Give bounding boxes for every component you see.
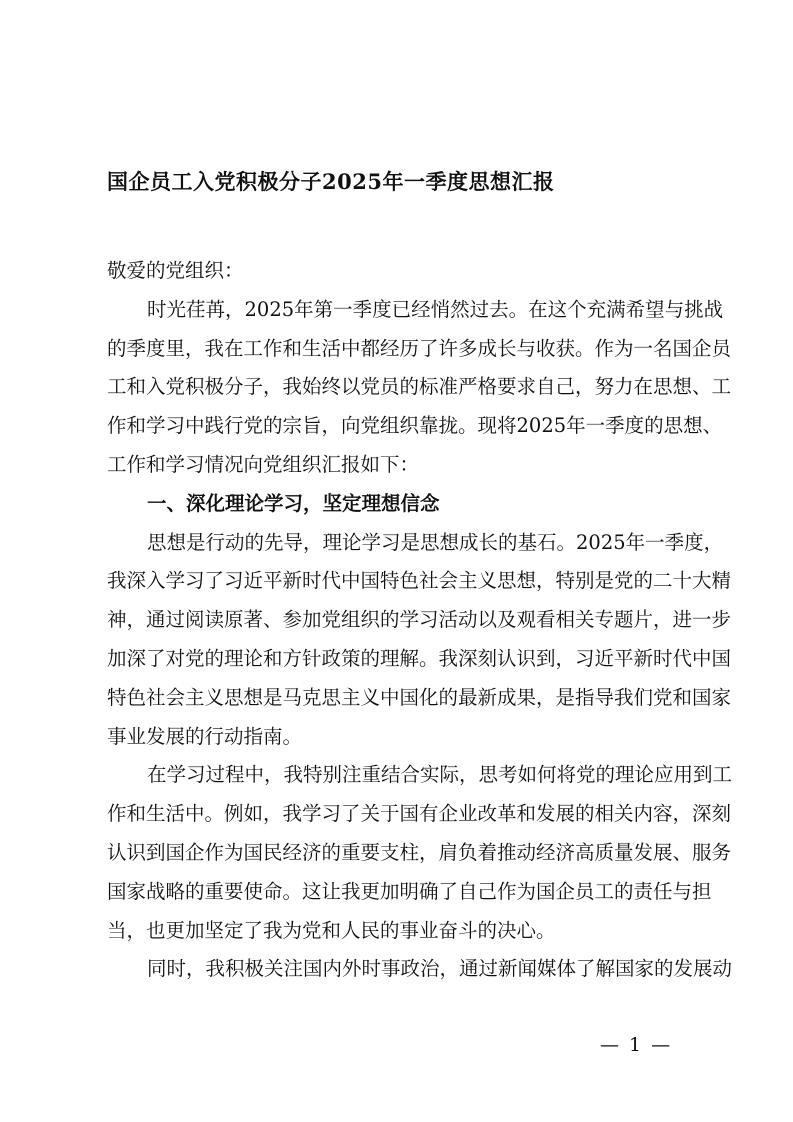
- paragraph: [107, 756, 733, 950]
- text-line: 特色社会主义思想是马克思主义中国化的最新成果，是指导我们党和国家: [107, 685, 732, 709]
- text-line: 工作和学习情况向党组织汇报如下：: [107, 452, 420, 476]
- salutation: 敬爱的党组织：: [107, 259, 244, 282]
- text-line: 思想是行动的先导，理论学习是思想成长的基石。2025年一季度，: [147, 530, 724, 554]
- text-line: 事业发展的行动指南。: [107, 724, 303, 748]
- text-line: 作和生活中。例如，我学习了关于国有企业改革和发展的相关内容，深刻: [107, 802, 732, 826]
- page-number: — 1 —: [600, 1034, 673, 1056]
- text-line: 当，也更加坚定了我为党和人民的事业奋斗的决心。: [107, 918, 556, 942]
- text-line: 时光荏苒，2025年第一季度已经悄然过去。在这个充满希望与挑战: [147, 297, 724, 321]
- document-title: 国企员工入党积极分子2025年一季度思想汇报: [107, 169, 555, 194]
- paragraphs: [107, 291, 733, 989]
- text-line: 国家战略的重要使命。这让我更加明确了自己作为国企员工的责任与担: [107, 879, 712, 903]
- text-line: 神，通过阅读原著、参加党组织的学习活动以及观看相关专题片，进一步: [107, 608, 732, 632]
- text-line: 同时，我积极关注国内外时事政治，通过新闻媒体了解国家的发展动: [147, 957, 733, 981]
- document-body: [107, 252, 733, 989]
- text-line: 在学习过程中，我特别注重结合实际，思考如何将党的理论应用到工: [147, 763, 733, 787]
- text-line: 一、深化理论学习，坚定理想信念: [147, 491, 440, 515]
- paragraph: [107, 291, 732, 485]
- text-line: 工和入党积极分子，我始终以党员的标准严格要求自己，努力在思想、工: [107, 375, 732, 399]
- text-line: 我深入学习了习近平新时代中国特色社会主义思想，特别是党的二十大精: [107, 569, 732, 593]
- text-line: 的季度里，我在工作和生活中都经历了许多成长与收获。作为一名国企员: [107, 336, 732, 360]
- text-line: 作和学习中践行党的宗旨，向党组织靠拢。现将2025年一季度的思想、: [107, 414, 723, 438]
- text-line: 认识到国企作为国民经济的重要支柱，肩负着推动经济高质量发展、服务: [107, 840, 732, 864]
- section-heading: [107, 485, 699, 524]
- paragraph: [107, 524, 732, 757]
- text-line: 加深了对党的理论和方针政策的理解。我深刻认识到，习近平新时代中国: [107, 646, 732, 670]
- paragraph: [107, 950, 733, 989]
